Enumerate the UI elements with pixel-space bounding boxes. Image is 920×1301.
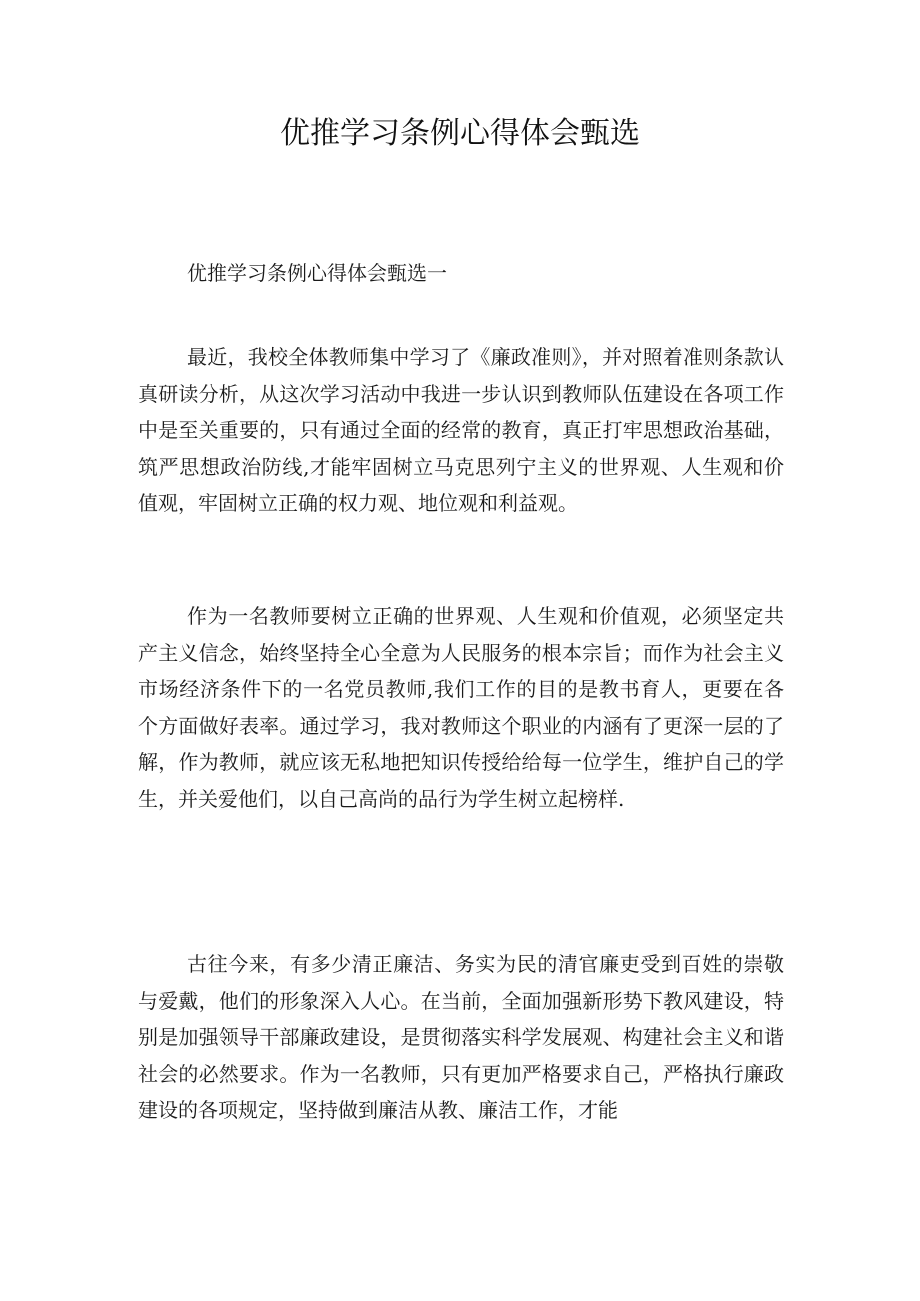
section-subtitle: 优推学习条例心得体会甄选一 [187,261,447,285]
paragraph-2: 作为一名教师要树立正确的世界观、人生观和价值观，必须坚定共产主义信念，始终坚持全心全意为人民服务的根本宗旨；而作为社会主义市场经济条件下的一名党员教师,我们工作的目的是教书育人，更要在各个方面做好表率。通过学习，我对教师这个职业的内涵有了更深一层的了解，作为教师，就应该无私地把知识传授给给每一位学生，维护自己的学生，并关爱他们，以自己高尚的品行为学生树立起榜样. [138,604,784,811]
document-title: 优推学习条例心得体会甄选 [280,116,640,151]
paragraph-3: 古往今来，有多少清正廉洁、务实为民的清官廉吏受到百姓的崇敬与爱戴，他们的形象深入人心。在当前，全面加强新形势下教风建设，特别是加强领导干部廉政建设，是贯彻落实科学发展观、构建社会主义和谐社会的必然要求。作为一名教师，只有更加严格要求自己，严格执行廉政建设的各项规定，坚持做到廉洁从教、廉洁工作，才能 [138,952,784,1122]
paragraph-1: 最近，我校全体教师集中学习了《廉政准则》，并对照着准则条款认真研读分析，从这次学习活动中我进一步认识到教师队伍建设在各项工作中是至关重要的，只有通过全面的经常的教育，真正打牢思想政治基础，筑严思想政治防线,才能牢固树立马克思列宁主义的世界观、人生观和价值观，牢固树立正确的权力观、地位观和利益观。 [138,345,784,515]
